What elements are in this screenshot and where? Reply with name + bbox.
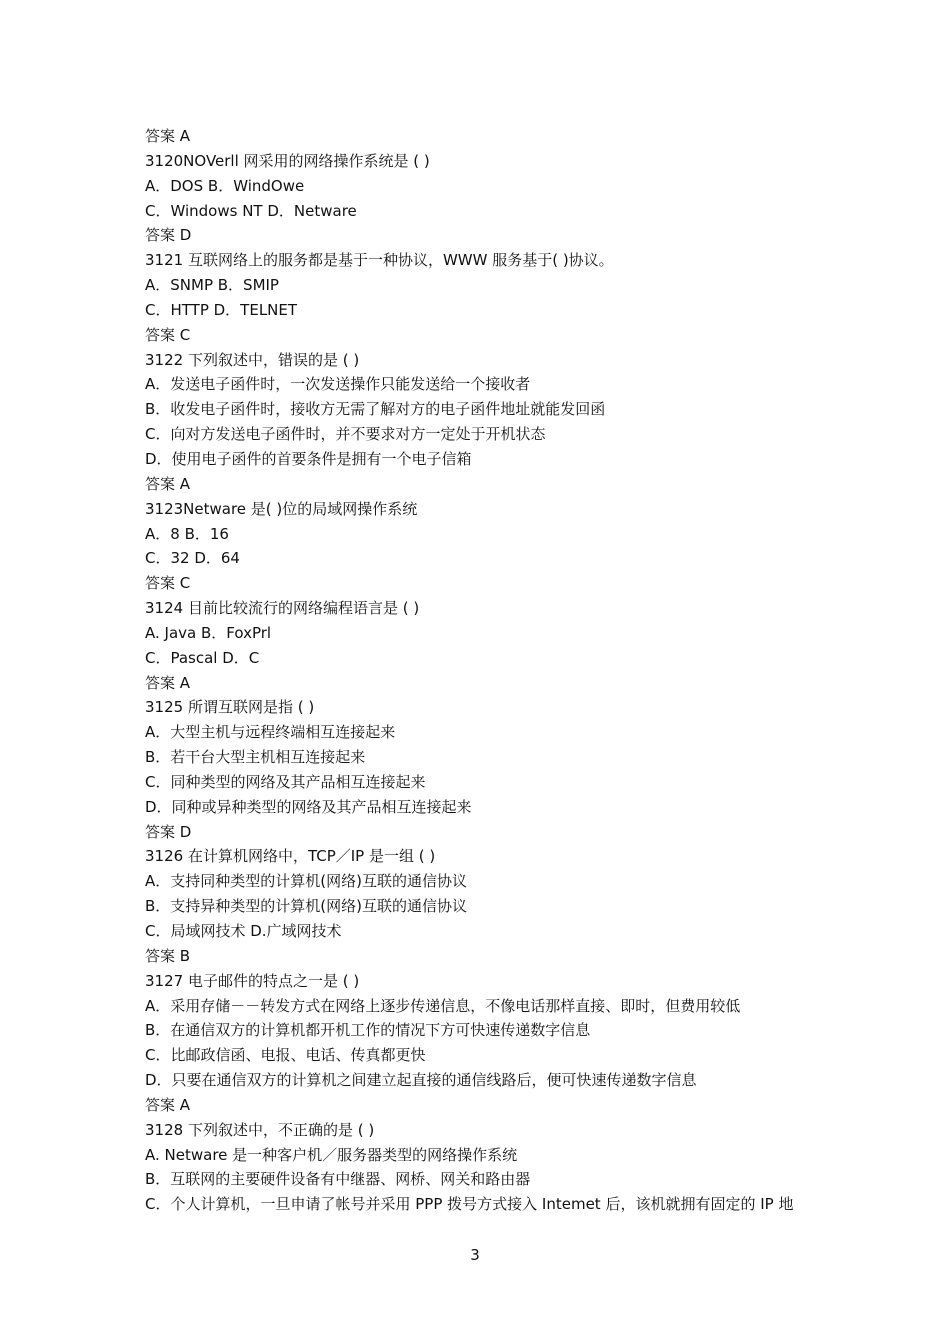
text-line: A．采用存储－－转发方式在网络上逐步传递信息，不像电话那样直接、即时，但费用较低 bbox=[145, 996, 741, 1015]
text-line: C．Pascal D．C bbox=[145, 648, 260, 667]
text-line: B．互联网的主要硬件设备有中继器、网桥、网关和路由器 bbox=[145, 1170, 531, 1189]
text-line: 3124 目前比较流行的网络编程语言是 ( ) bbox=[145, 599, 420, 618]
text-line: 答案 D bbox=[145, 822, 192, 841]
text-line: A. Java B．FoxPrl bbox=[145, 623, 272, 642]
text-line: A．SNMP B．SMIP bbox=[145, 276, 279, 295]
text-line: 3126 在计算机网络中，TCP／IP 是一组 ( ) bbox=[145, 847, 436, 866]
text-line: A．DOS B．WindOwe bbox=[145, 176, 305, 195]
text-line: D．同种或异种类型的网络及其产品相互连接起来 bbox=[145, 797, 472, 816]
text-line: 3127 电子邮件的特点之一是 ( ) bbox=[145, 971, 360, 990]
text-line: 答案 D bbox=[145, 226, 192, 245]
text-line: A．支持同种类型的计算机(网络)互联的通信协议 bbox=[145, 872, 467, 891]
text-line: 答案 B bbox=[145, 946, 191, 965]
text-line: C．32 D．64 bbox=[145, 549, 240, 568]
text-line: 3125 所谓互联网是指 ( ) bbox=[145, 698, 315, 717]
text-line: 3122 下列叙述中，错误的是 ( ) bbox=[145, 350, 360, 369]
text-line: C．比邮政信函、电报、电话、传真都更快 bbox=[145, 1046, 426, 1065]
text-line: D．只要在通信双方的计算机之间建立起直接的通信线路后，便可快速传递数字信息 bbox=[145, 1071, 697, 1090]
text-line: 答案 C bbox=[145, 325, 191, 344]
text-line: B．支持异种类型的计算机(网络)互联的通信协议 bbox=[145, 897, 467, 916]
text-line: 答案 A bbox=[145, 673, 191, 692]
text-line: 3121 互联网络上的服务都是基于一种协议，WWW 服务基于( )协议。 bbox=[145, 251, 614, 270]
text-line: C．局域网技术 D.广域网技术 bbox=[145, 922, 342, 940]
text-line: C．个人计算机，一旦申请了帐号并采用 PPP 拨号方式接入 Intemet 后，该机就拥有固定的 IP 地 bbox=[145, 1195, 794, 1214]
text-line: D．使用电子函件的首要条件是拥有一个电子信箱 bbox=[145, 449, 472, 468]
page-number: 3 bbox=[470, 1246, 480, 1264]
text-line: B．若干台大型主机相互连接起来 bbox=[145, 748, 366, 767]
text-line: A．8 B．16 bbox=[145, 524, 229, 543]
text-line: 答案 A bbox=[145, 127, 191, 145]
text-line: 答案 C bbox=[145, 574, 191, 593]
text-line: C．向对方发送电子函件时，并不要求对方一定处于开机状态 bbox=[145, 425, 546, 444]
text-line: A. Netware 是一种客户机／服务器类型的网络操作系统 bbox=[145, 1145, 518, 1164]
text-line: 3123Netware 是( )位的局域网操作系统 bbox=[145, 499, 418, 518]
text-line: 3128 下列叙述中，不正确的是 ( ) bbox=[145, 1120, 375, 1139]
text-line: 3120NOVerll 网采用的网络操作系统是 ( ) bbox=[145, 151, 430, 170]
text-line: A．发送电子函件时，一次发送操作只能发送给一个接收者 bbox=[145, 375, 531, 394]
question-text-block bbox=[145, 124, 845, 1217]
text-line: B．在通信双方的计算机都开机工作的情况下方可快速传递数字信息 bbox=[145, 1021, 591, 1040]
text-line: C．Windows NT D．Netware bbox=[145, 201, 357, 220]
text-line: 答案 A bbox=[145, 474, 191, 493]
text-line: C．同种类型的网络及其产品相互连接起来 bbox=[145, 772, 426, 791]
text-line: C．HTTP D．TELNET bbox=[145, 300, 298, 319]
text-line: 答案 A bbox=[145, 1095, 191, 1114]
text-line: B．收发电子函件时，接收方无需了解对方的电子函件地址就能发回函 bbox=[145, 400, 606, 419]
text-line: A．大型主机与远程终端相互连接起来 bbox=[145, 723, 396, 742]
